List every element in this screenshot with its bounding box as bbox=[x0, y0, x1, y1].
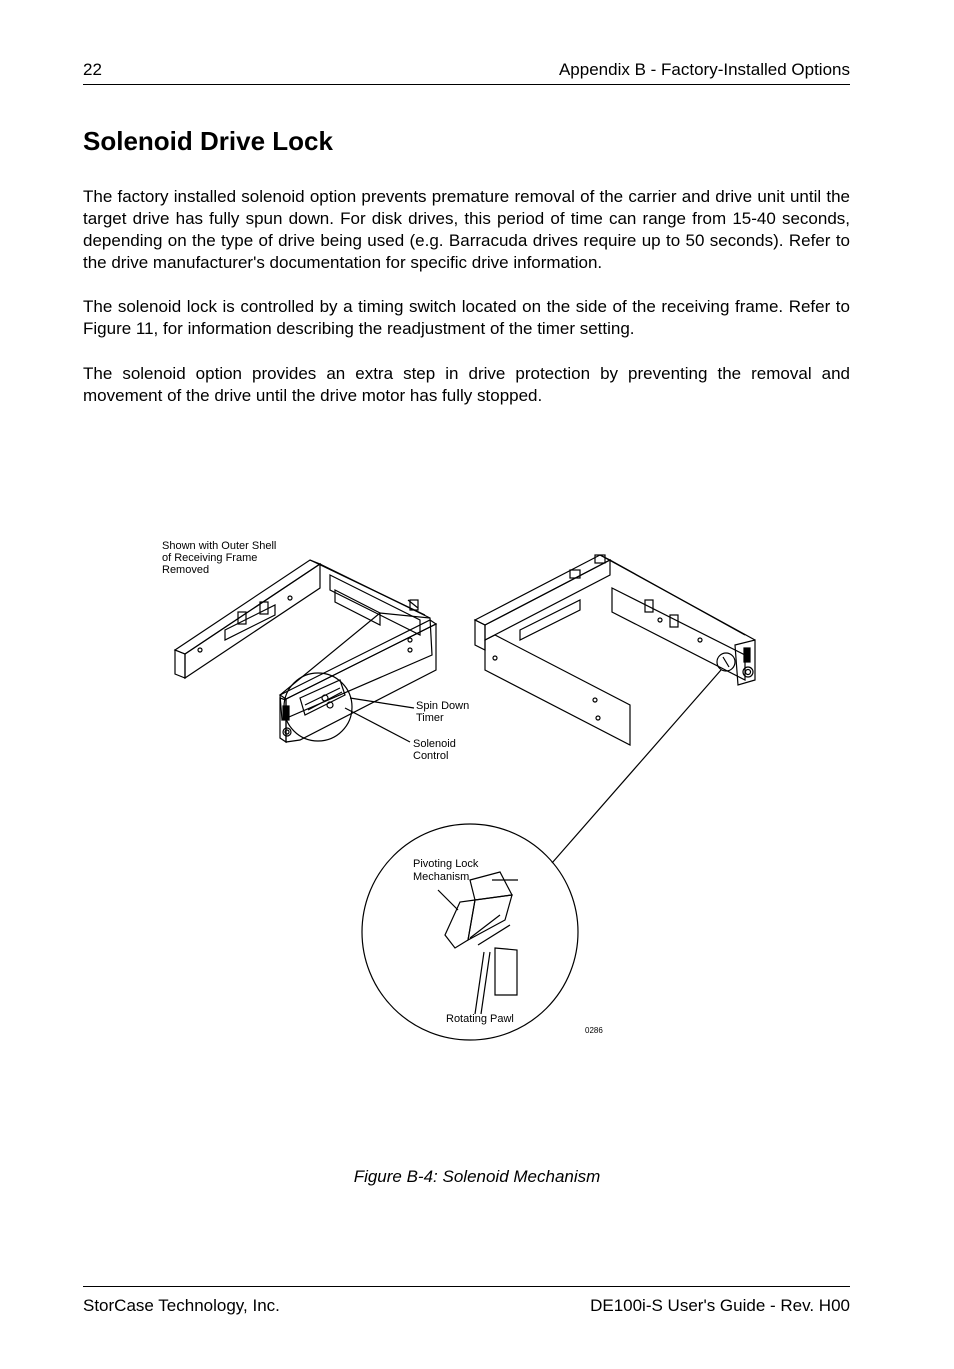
section-title: Appendix B - Factory-Installed Options bbox=[558, 60, 850, 79]
figure-code: 0286 bbox=[585, 1026, 603, 1035]
figure-caption: Figure B-4: Solenoid Mechanism bbox=[353, 1167, 601, 1186]
paragraph-intro: The factory installed solenoid option prevents premature removal of the carrier and drive unit until the target drive has fully spun down. For disk drives, this period of time can range from 15-40 seconds, depending on the type of drive being used (e.g. Barracuda drives require up to 50 seconds). Refer to the drive manufacturer's documentation for specific drive information. bbox=[83, 187, 850, 272]
label-lock-line2: Mechanism bbox=[413, 871, 470, 883]
page-title: Solenoid Drive Lock bbox=[83, 126, 333, 156]
label-shell-line2: of Receiving Frame bbox=[162, 552, 258, 564]
right-frame-drawing bbox=[475, 555, 755, 745]
label-solenoid-line1: Solenoid bbox=[413, 738, 456, 750]
paragraph-protection: The solenoid option provides an extra step in drive protection by preventing the removal and movement of the drive until the drive motor has fully stopped. bbox=[83, 364, 850, 405]
label-shell-line1: Shown with Outer Shell bbox=[162, 540, 277, 552]
page-number: 22 bbox=[83, 60, 102, 79]
solenoid-illustration bbox=[0, 520, 954, 1080]
paragraph-timer: The solenoid lock is controlled by a timing switch located on the side of the receiving frame. Refer to Figure 11, for information describing the readjustment of the timer setting. bbox=[83, 297, 850, 338]
label-timer-line1: Spin Down bbox=[416, 700, 470, 712]
label-shell-line3: Removed bbox=[162, 564, 210, 576]
page-footer bbox=[83, 1286, 850, 1315]
label-lock-line1: Pivoting Lock bbox=[413, 858, 479, 870]
footer-company: StorCase Technology, Inc. bbox=[83, 1296, 280, 1315]
solenoid-figure bbox=[0, 520, 954, 1080]
label-solenoid-line2: Control bbox=[413, 750, 449, 762]
page-header bbox=[83, 58, 850, 85]
label-timer-line2: Timer bbox=[416, 712, 444, 724]
footer-document: DE100i-S User's Guide - Rev. H00 bbox=[590, 1296, 850, 1315]
label-pawl: Rotating Pawl bbox=[446, 1013, 514, 1025]
